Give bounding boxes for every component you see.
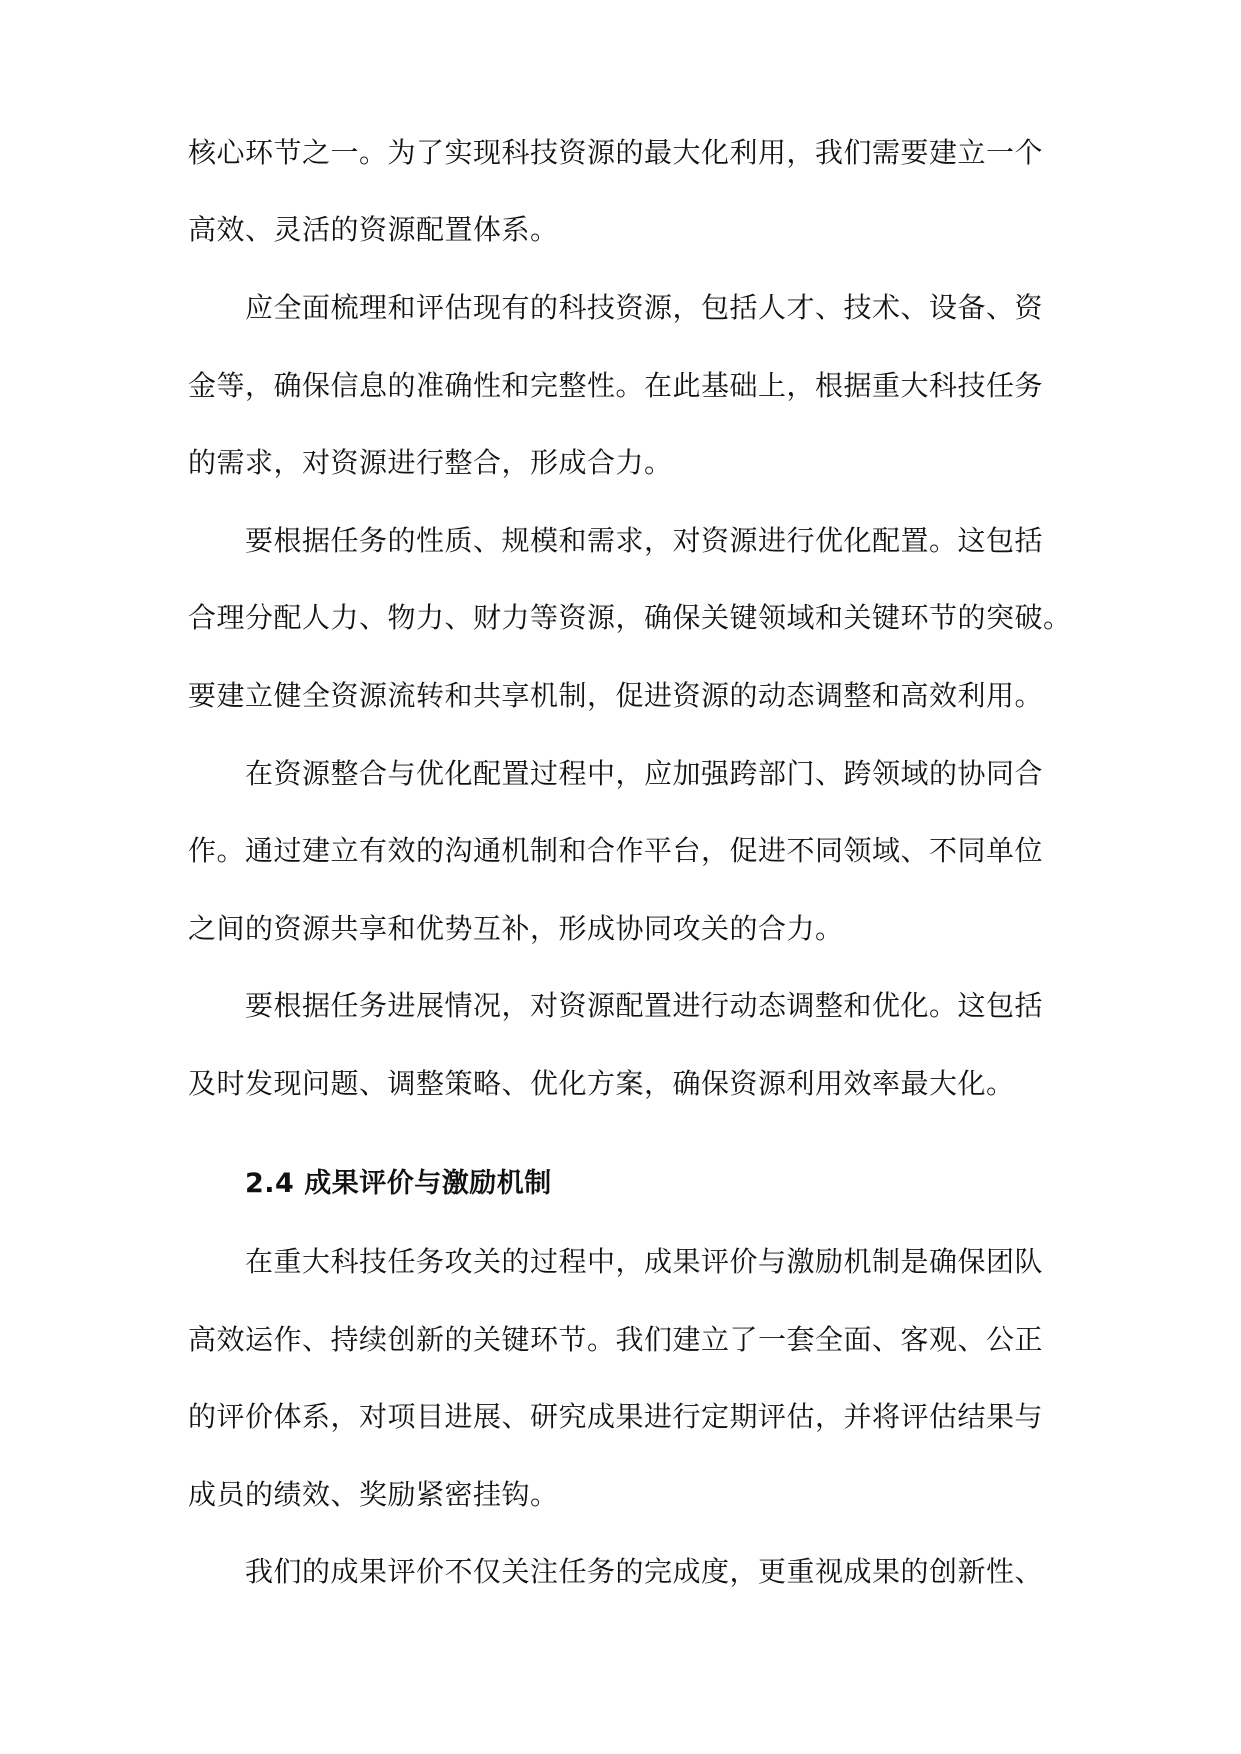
paragraph-line: 作。通过建立有效的沟通机制和合作平台，促进不同领域、不同单位: [188, 834, 1044, 867]
paragraph-line: 金等，确保信息的准确性和完整性。在此基础上，根据重大科技任务: [188, 369, 1044, 402]
paragraph-line: 要建立健全资源流转和共享机制，促进资源的动态调整和高效利用。: [188, 679, 1044, 712]
paragraph-line: 要根据任务的性质、规模和需求，对资源进行优化配置。这包括: [245, 524, 1044, 557]
paragraph-line: 要根据任务进展情况，对资源配置进行动态调整和优化。这包括: [245, 989, 1044, 1022]
paragraph-line: 高效、灵活的资源配置体系。: [188, 213, 559, 246]
paragraph-line: 核心环节之一。为了实现科技资源的最大化利用，我们需要建立一个: [188, 136, 1044, 169]
paragraph-line: 成员的绩效、奖励紧密挂钩。: [188, 1478, 559, 1511]
paragraph-line: 的需求，对资源进行整合，形成合力。: [188, 446, 673, 479]
paragraph-line: 高效运作、持续创新的关键环节。我们建立了一套全面、客观、公正: [188, 1323, 1044, 1356]
paragraph-line: 在资源整合与优化配置过程中，应加强跨部门、跨领域的协同合: [245, 757, 1044, 790]
paragraph-line: 应全面梳理和评估现有的科技资源，包括人才、技术、设备、资: [245, 291, 1044, 324]
paragraph-line: 的评价体系，对项目进展、研究成果进行定期评估，并将评估结果与: [188, 1400, 1044, 1433]
paragraph-line: 及时发现问题、调整策略、优化方案，确保资源利用效率最大化。: [188, 1067, 1015, 1100]
paragraph-line: 合理分配人力、物力、财力等资源，确保关键领域和关键环节的突破。: [188, 601, 1072, 634]
section-heading: 2.4 成果评价与激励机制: [245, 1168, 552, 1199]
paragraph-line: 我们的成果评价不仅关注任务的完成度，更重视成果的创新性、: [245, 1555, 1044, 1588]
paragraph-line: 在重大科技任务攻关的过程中，成果评价与激励机制是确保团队: [245, 1245, 1044, 1278]
paragraph-line: 之间的资源共享和优势互补，形成协同攻关的合力。: [188, 912, 844, 945]
